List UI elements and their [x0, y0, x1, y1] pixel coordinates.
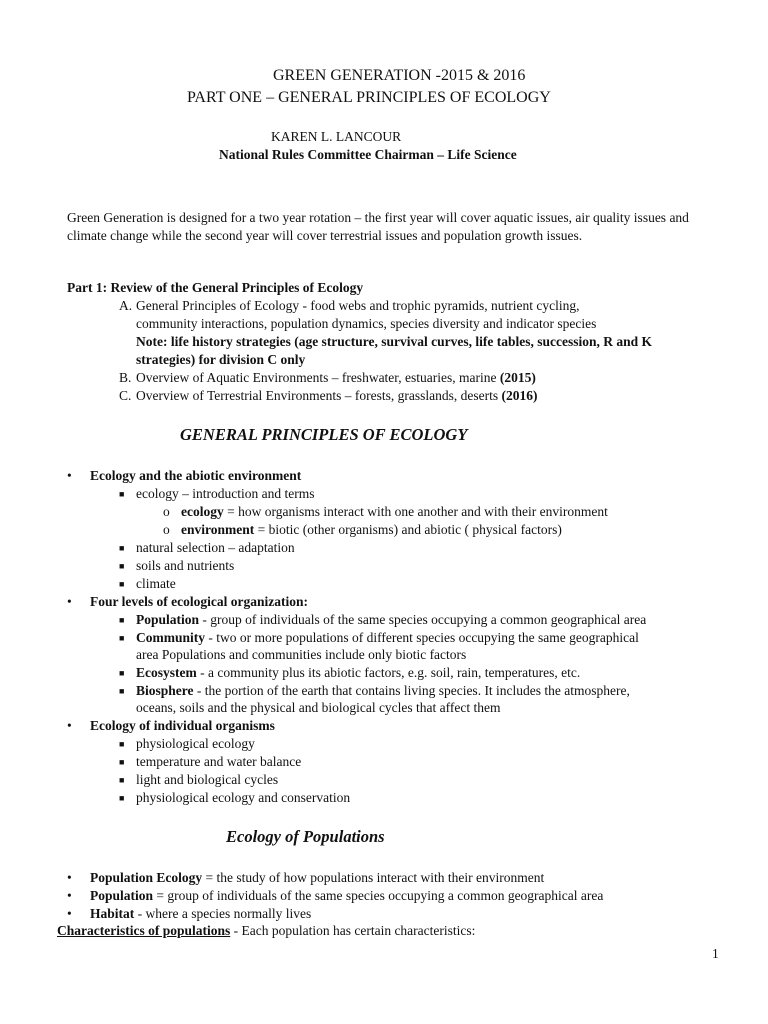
bullet-icon: •	[67, 888, 72, 903]
section-heading-general: GENERAL PRINCIPLES OF ECOLOGY	[180, 425, 468, 444]
square-bullet-icon: ■	[119, 633, 125, 643]
bullet-icon: •	[67, 718, 72, 733]
population-item	[90, 887, 603, 905]
habitat-def: - where a species normally lives	[134, 906, 312, 921]
part1-c-marker: C.	[119, 388, 132, 403]
level-population-term: Population	[136, 612, 200, 627]
part1-heading	[67, 279, 363, 297]
part1-b-text: Overview of Aquatic Environments – freshwater, estuaries, marine	[136, 370, 500, 385]
square-bullet-icon: ■	[119, 739, 125, 749]
individual-heading: Ecology of individual organisms	[90, 718, 275, 733]
author-role: National Rules Committee Chairman – Life Science	[219, 147, 517, 162]
part1-note-line1: Note: life history strategies (age structure, survival curves, life tables, succession, R and K	[136, 334, 653, 349]
habitat-item	[90, 905, 311, 923]
square-bullet-icon: ■	[119, 489, 125, 499]
level-biosphere-term: Biosphere	[136, 683, 194, 698]
abiotic-heading: Ecology and the abiotic environment	[90, 468, 302, 483]
level-community-def1: - two or more populations of different species occupying the same geographical	[205, 630, 639, 645]
bullet-icon: •	[67, 468, 72, 483]
level-community-term: Community	[136, 630, 206, 645]
abiotic-item3: soils and nutrients	[136, 558, 235, 573]
square-bullet-icon: ■	[119, 561, 125, 571]
level-biosphere	[136, 682, 630, 700]
square-bullet-icon: ■	[119, 579, 125, 589]
part1-c-line	[136, 387, 537, 405]
page-number: 1	[712, 946, 719, 961]
part1-b-year: (2015)	[499, 370, 536, 385]
level-ecosystem-def: - a community plus its abiotic factors, e.g. soil, rain, temperatures, etc.	[196, 665, 581, 680]
level-population	[136, 611, 646, 629]
level-biosphere-def1: - the portion of the earth that contains living species. It includes the atmosphere,	[193, 683, 630, 698]
part1-a-line2: community interactions, population dynamics, species diversity and indicator species	[136, 316, 597, 331]
square-bullet-icon: ■	[119, 686, 125, 696]
circle-bullet-icon: o	[163, 522, 170, 537]
part1-c-text: Overview of Terrestrial Environments – forests, grasslands, deserts	[136, 388, 502, 403]
intro-paragraph: Green Generation is designed for a two year rotation – the first year will cover aquatic issues, air quality issues and climate change while the second year will cover terrestrial issues and population growth issues.	[67, 210, 689, 243]
part1-a-marker: A.	[119, 298, 133, 313]
population-term: Population	[90, 888, 154, 903]
doc-title-line2: PART ONE – GENERAL PRINCIPLES OF ECOLOGY	[187, 89, 551, 106]
author-name: KAREN L. LANCOUR	[271, 129, 402, 144]
part1-a-line1: General Principles of Ecology - food webs and trophic pyramids, nutrient cycling,	[136, 298, 580, 313]
level-biosphere-def2: oceans, soils and the physical and biological cycles that affect them	[136, 700, 501, 715]
individual-item1: physiological ecology	[136, 736, 255, 751]
level-ecosystem	[136, 664, 580, 682]
level-community-def2: area Populations and communities include only biotic factors	[136, 647, 467, 662]
part1-b-line	[136, 369, 536, 387]
abiotic-sub1-term: ecology	[181, 504, 224, 519]
level-population-def: - group of individuals of the same species occupying a common geographical area	[199, 612, 647, 627]
abiotic-sub2-term: environment	[181, 522, 255, 537]
doc-title-line1: GREEN GENERATION -2015 & 2016	[273, 67, 526, 84]
characteristics-def: - Each population has certain characteristics:	[230, 923, 476, 938]
pop-ecology-def: = the study of how populations interact with their environment	[202, 870, 545, 885]
part1-label-rest: : Review of the General Principles of Ecology	[102, 280, 364, 295]
bullet-icon: •	[67, 594, 72, 609]
levels-heading: Four levels of ecological organization:	[90, 594, 308, 609]
bullet-icon: •	[67, 906, 72, 921]
population-def: = group of individuals of the same species occupying a common geographical area	[153, 888, 604, 903]
square-bullet-icon: ■	[119, 543, 125, 553]
individual-item2: temperature and water balance	[136, 754, 302, 769]
square-bullet-icon: ■	[119, 668, 125, 678]
abiotic-item2: natural selection – adaptation	[136, 540, 295, 555]
abiotic-sub1-def: = how organisms interact with one another and with their environment	[223, 504, 608, 519]
bullet-icon: •	[67, 870, 72, 885]
square-bullet-icon: ■	[119, 757, 125, 767]
part1-label: Part 1	[67, 280, 103, 295]
abiotic-item4: climate	[136, 576, 176, 591]
square-bullet-icon: ■	[119, 615, 125, 625]
level-community	[136, 629, 639, 647]
section-heading-populations: Ecology of Populations	[226, 827, 385, 846]
abiotic-sub2-def: = biotic (other organisms) and abiotic ( physical factors)	[254, 522, 562, 537]
characteristics-term: Characteristics of populations	[57, 923, 231, 938]
abiotic-sub2	[181, 521, 562, 539]
characteristics-line	[57, 922, 475, 940]
pop-ecology-term: Population Ecology	[90, 870, 203, 885]
part1-b-marker: B.	[119, 370, 132, 385]
part1-note-line2: strategies) for division C only	[136, 352, 306, 367]
square-bullet-icon: ■	[119, 793, 125, 803]
square-bullet-icon: ■	[119, 775, 125, 785]
abiotic-item1: ecology – introduction and terms	[136, 486, 315, 501]
individual-item3: light and biological cycles	[136, 772, 279, 787]
individual-item4: physiological ecology and conservation	[136, 790, 351, 805]
pop-ecology-item	[90, 869, 544, 887]
habitat-term: Habitat	[90, 906, 135, 921]
part1-c-year: (2016)	[501, 388, 538, 403]
circle-bullet-icon: o	[163, 504, 170, 519]
level-ecosystem-term: Ecosystem	[136, 665, 197, 680]
abiotic-sub1	[181, 503, 608, 521]
